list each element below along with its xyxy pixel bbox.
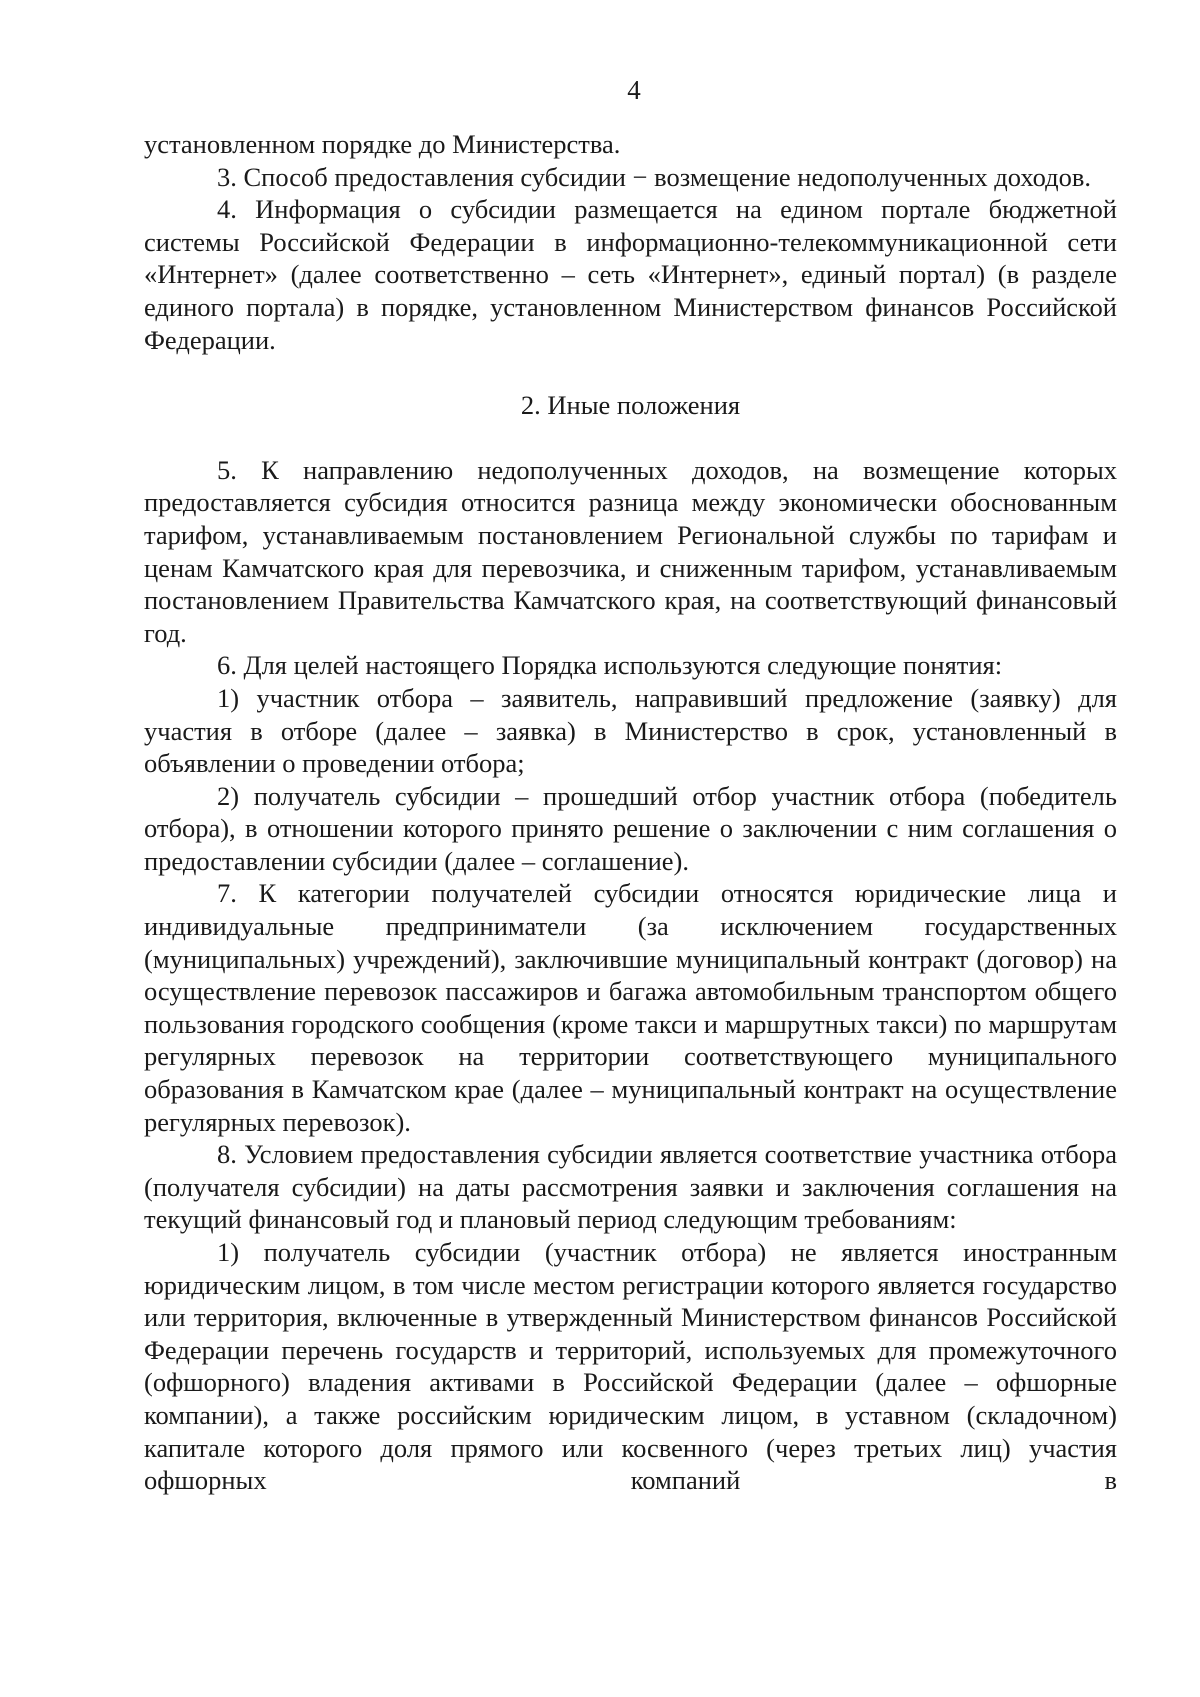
paragraph-4: 4. Информация о субсидии размещается на едином портале бюджетной системы Российской Федерации в информационно-телекоммуникационной сети «Интернет» (далее соответственно – сеть «Интернет», единый портал) (в разделе единого портала) в порядке, установленном Министерством финансов Российской Федерации. (144, 194, 1117, 355)
paragraph-5: 5. К направлению недополученных доходов, на возмещение которых предоставляется субсидия относится разница между экономически обоснованным тарифом, устанавливаемым постановлением Региональной службы по тарифам и ценам Камчатского края для перевозчика, и сниженным тарифом, устанавливаемым постановлением Правительства Камчатского края, на соответствующий финансовый год. (144, 454, 1117, 648)
paragraph-continuation: установленном порядке до Министерства. (144, 129, 621, 159)
paragraph-8-item-1: 1) получатель субсидии (участник отбора) не является иностранным юридическим лицом, в том числе местом регистрации которого является государство или территория, включенные в утвержденный Министерством финансов Российской Федерации перечень государств и территорий, используемых для промежуточного (офшорного) владения активами в Российской Федерации (далее – офшорные компании), а также российским юридическим лицом, в уставном (складочном) капитале которого доля прямого или косвенного (через третьих лиц) участия офшорных компаний в (144, 1237, 1117, 1496)
paragraph-6: 6. Для целей настоящего Порядка используются следующие понятия: (217, 650, 1003, 681)
paragraph-7: 7. К категории получателей субсидии относятся юридические лица и индивидуальные предприниматели (за исключением государственных (муниципальных) учреждений), заключившие муниципальный контракт (договор) на осуществление перевозок пассажиров и багажа автомобильным транспортом общего пользования городского сообщения (кроме такси и маршрутных такси) по маршрутам регулярных перевозок на территории соответствующего муниципального образования в Камчатском крае (далее – муниципальный контракт на осуществление регулярных перевозок). (144, 878, 1117, 1137)
section-heading: 2. Иные положения (520, 390, 741, 421)
paragraph-3: 3. Способ предоставления субсидии − возмещение недополученных доходов. (217, 161, 1091, 192)
document-body (144, 128, 1117, 1497)
paragraph-6-item-1: 1) участник отбора ‒ заявитель, направивший предложение (заявку) для участия в отборе (далее – заявка) в Министерство в срок, установленный в объявлении о проведении отбора; (144, 682, 1117, 779)
paragraph-6-item-2: 2) получатель субсидии ‒ прошедший отбор участник отбора (победитель отбора), в отношении которого принято решение о заключении с ним соглашения о предоставлении субсидии (далее – соглашение). (144, 780, 1117, 876)
page-number: 4 (627, 75, 641, 105)
paragraph-8: 8. Условием предоставления субсидии является соответствие участника отбора (получателя субсидии) на даты рассмотрения заявки и заключения соглашения на текущий финансовый год и плановый период следующим требованиям: (144, 1139, 1117, 1235)
